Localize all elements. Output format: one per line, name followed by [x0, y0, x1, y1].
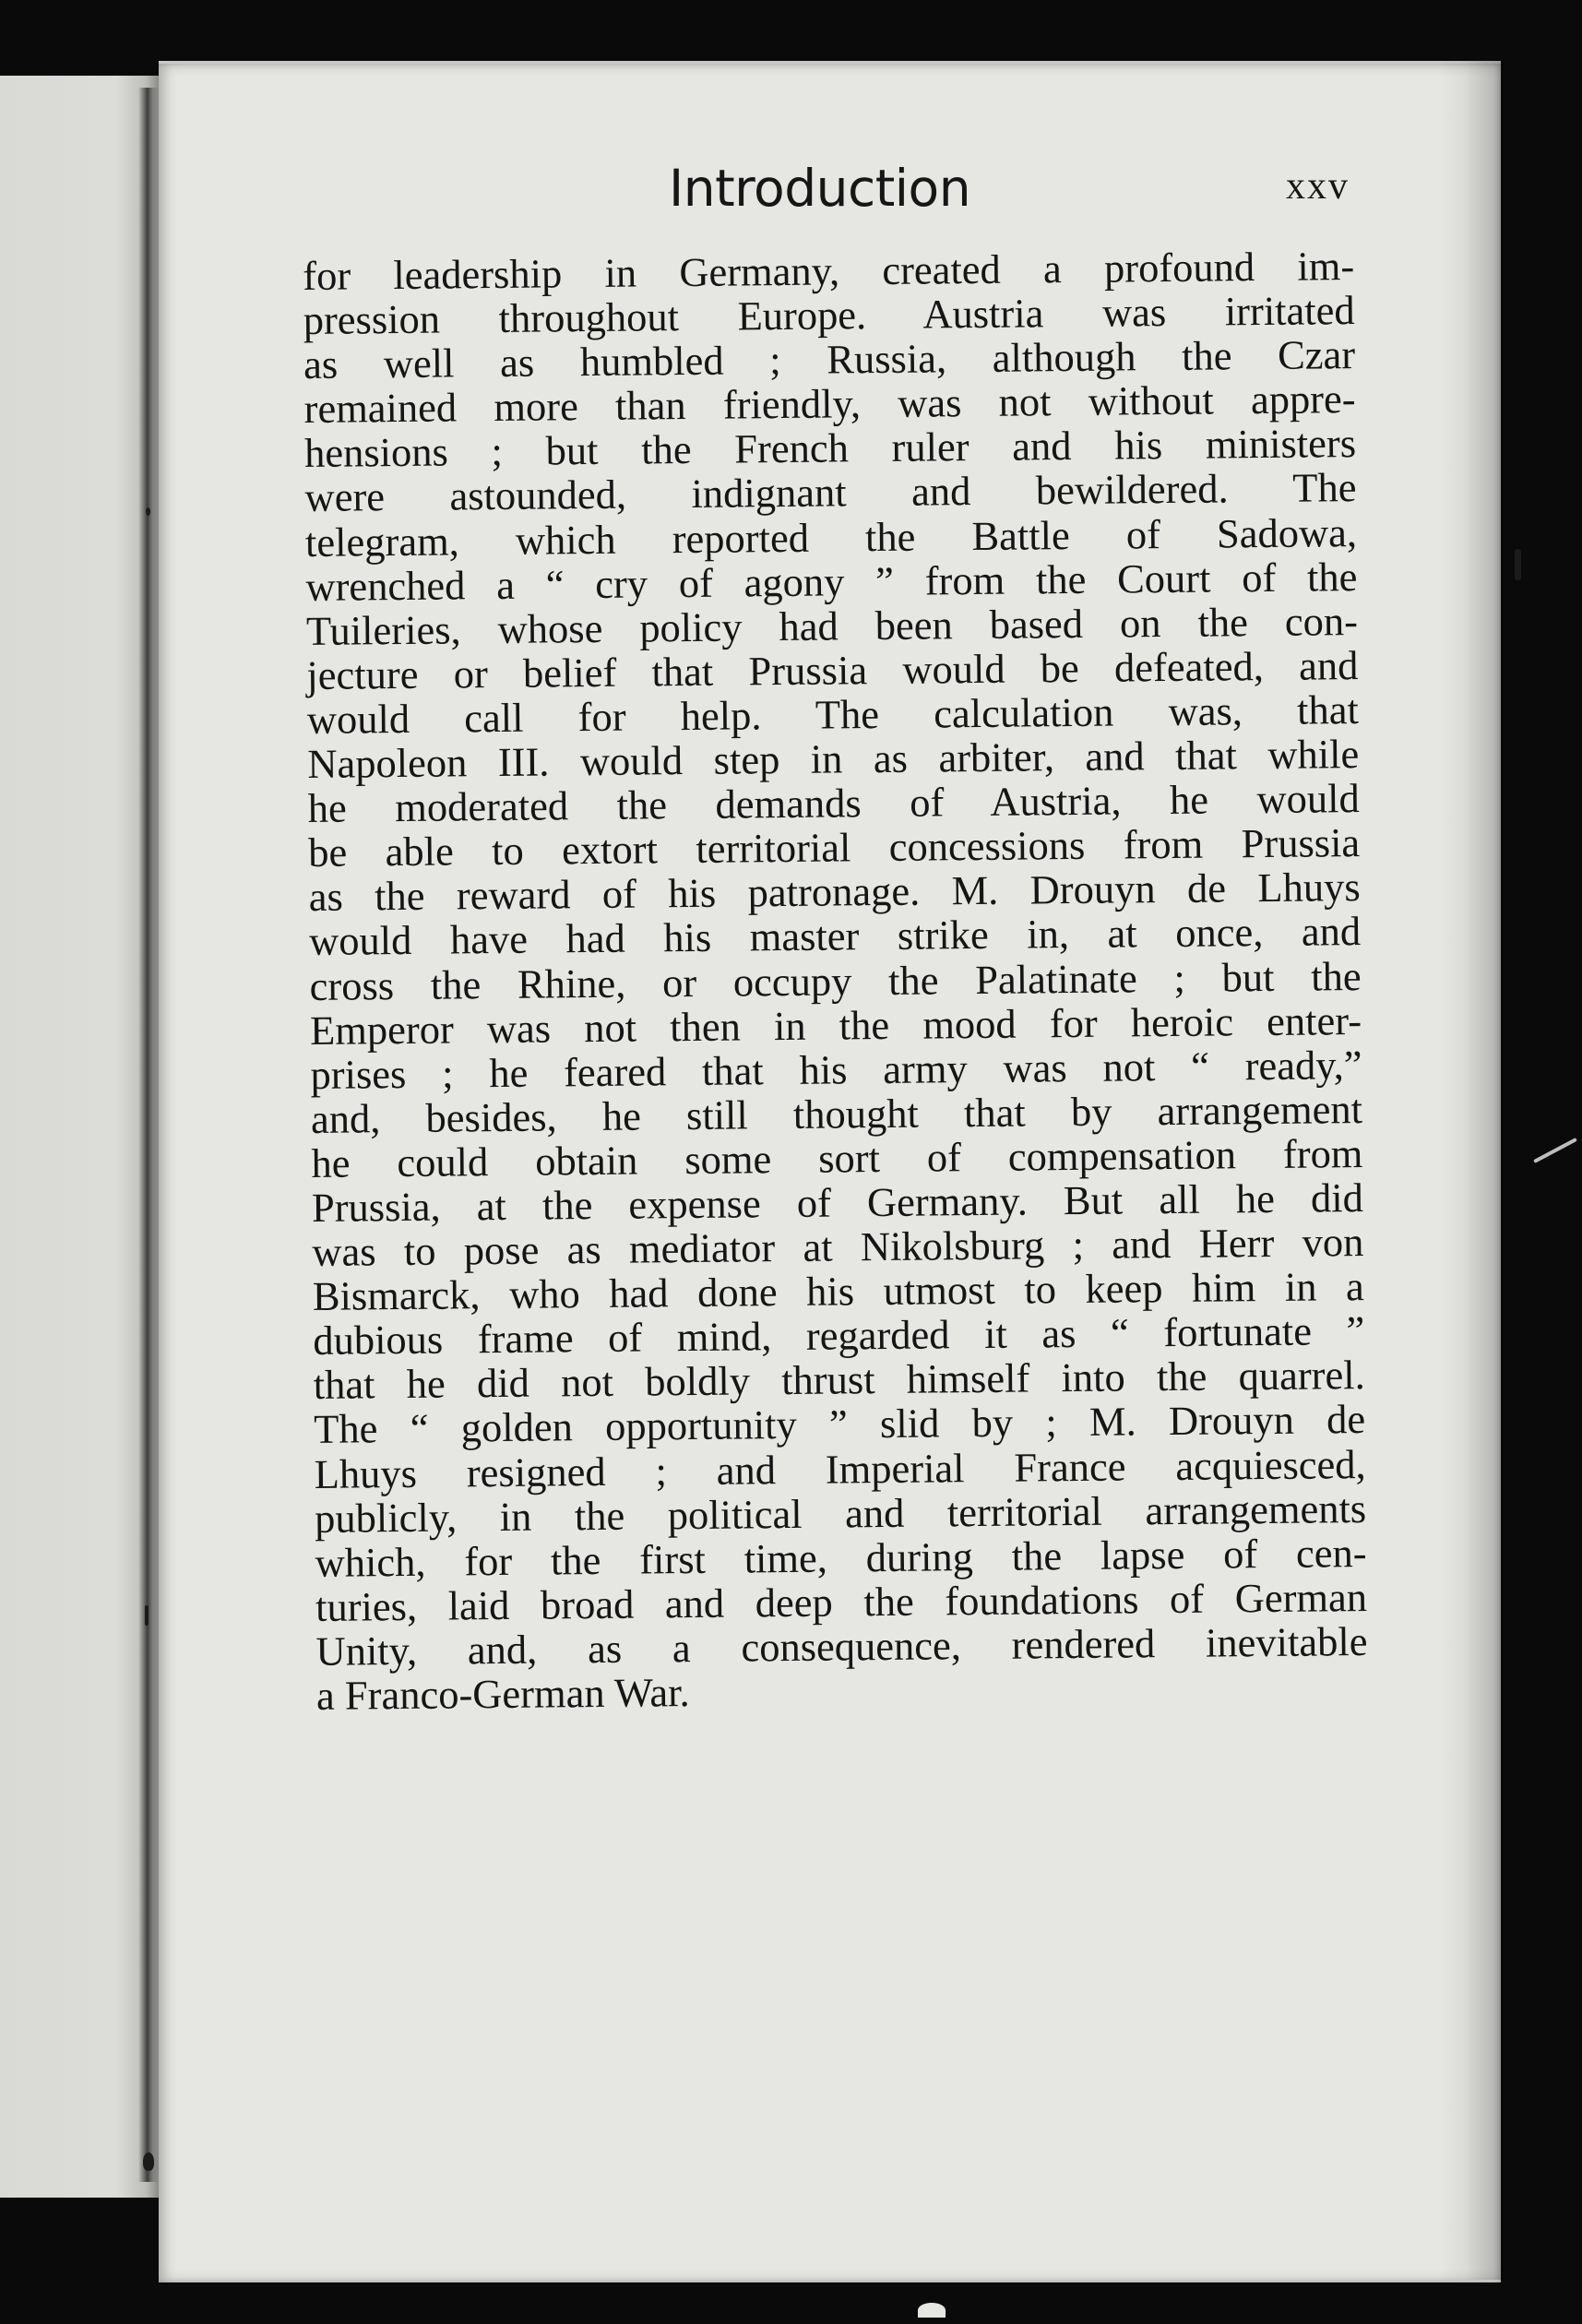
scan-speck: [145, 1605, 149, 1626]
text-line: was to pose as mediator at Nikolsburg ; and Herr von: [312, 1219, 1364, 1276]
text-line: dubious frame of mind, regarded it as “ fortunate ”: [313, 1307, 1365, 1365]
page-header: [510, 159, 1359, 232]
text-line: wrenched a “ cry of agony ” from the Court of the: [305, 553, 1358, 610]
text-line: publicly, in the political and territorial arrangements: [314, 1484, 1367, 1542]
text-line: for leadership in Germany, created a profound im-: [302, 243, 1355, 299]
text-line: Tuileries, whose policy had been based on the con-: [305, 597, 1359, 654]
text-line: The “ golden opportunity ” slid by ; M. Drouyn de: [313, 1396, 1366, 1453]
text-line: a Franco-German War.: [315, 1669, 690, 1719]
text-line: jecture or belief that Prussia would be defeated, and: [306, 641, 1359, 698]
text-line: cross the Rhine, or occupy the Palatinate ; but the: [309, 952, 1362, 1009]
text-line: which, for the first time, during the lapse of cen-: [315, 1529, 1367, 1586]
text-line: prises ; he feared that his army was not “ ready,”: [310, 1041, 1362, 1098]
text-line: Bismarck, who had done his utmost to keep him in a: [312, 1263, 1365, 1320]
page-number: xxv: [1286, 165, 1350, 208]
text-line: were astounded, indignant and bewildered. The: [304, 464, 1357, 521]
text-line: telegram, which reported the Battle of Sadowa,: [304, 508, 1358, 566]
text-line: as the reward of his patronage. M. Drouyn de Lhuys: [308, 864, 1361, 921]
text-line: would call for help. The calculation was, that: [306, 685, 1360, 743]
text-line: would have had his master strike in, at once, and: [308, 908, 1362, 965]
running-title: Introduction: [669, 159, 971, 218]
text-line: Emperor was not then in the mood for heroic enter-: [309, 996, 1362, 1054]
text-line: Napoleon III. would step in as arbiter, and that while: [307, 731, 1360, 788]
scan-speck: [1533, 1138, 1577, 1163]
text-line: turies, laid broad and deep the foundations of German: [315, 1573, 1368, 1630]
text-line: and, besides, he still thought that by arrangement: [310, 1085, 1363, 1142]
text-line: be able to extort territorial concessions from Prussia: [307, 819, 1361, 876]
text-line: Lhuys resigned ; and Imperial France acquiesced,: [314, 1440, 1366, 1497]
book-gutter: [138, 88, 159, 2182]
text-line: remained more than friendly, was not without appre-: [303, 375, 1356, 433]
scan-speck: [143, 2152, 154, 2171]
body-paragraph: [303, 244, 1368, 1718]
scan-speck: [146, 507, 150, 516]
text-line: Prussia, at the expense of Germany. But all he did: [311, 1174, 1364, 1231]
text-line: hensions ; but the French ruler and his ministers: [303, 420, 1357, 477]
text-line: he moderated the demands of Austria, he would: [307, 775, 1360, 832]
scan-speck: [918, 2303, 946, 2318]
text-line: Unity, and, as a consequence, rendered inevitable: [315, 1617, 1368, 1674]
scan-speck: [1515, 549, 1521, 580]
text-line: as well as humbled ; Russia, although the Czar: [303, 331, 1356, 388]
text-line: pression throughout Europe. Austria was irritated: [303, 287, 1355, 344]
text-line: he could obtain some sort of compensation from: [311, 1129, 1363, 1186]
page-right-shadow: [1439, 61, 1504, 2280]
text-line: that he did not boldly thrust himself into the quarrel.: [313, 1352, 1365, 1409]
